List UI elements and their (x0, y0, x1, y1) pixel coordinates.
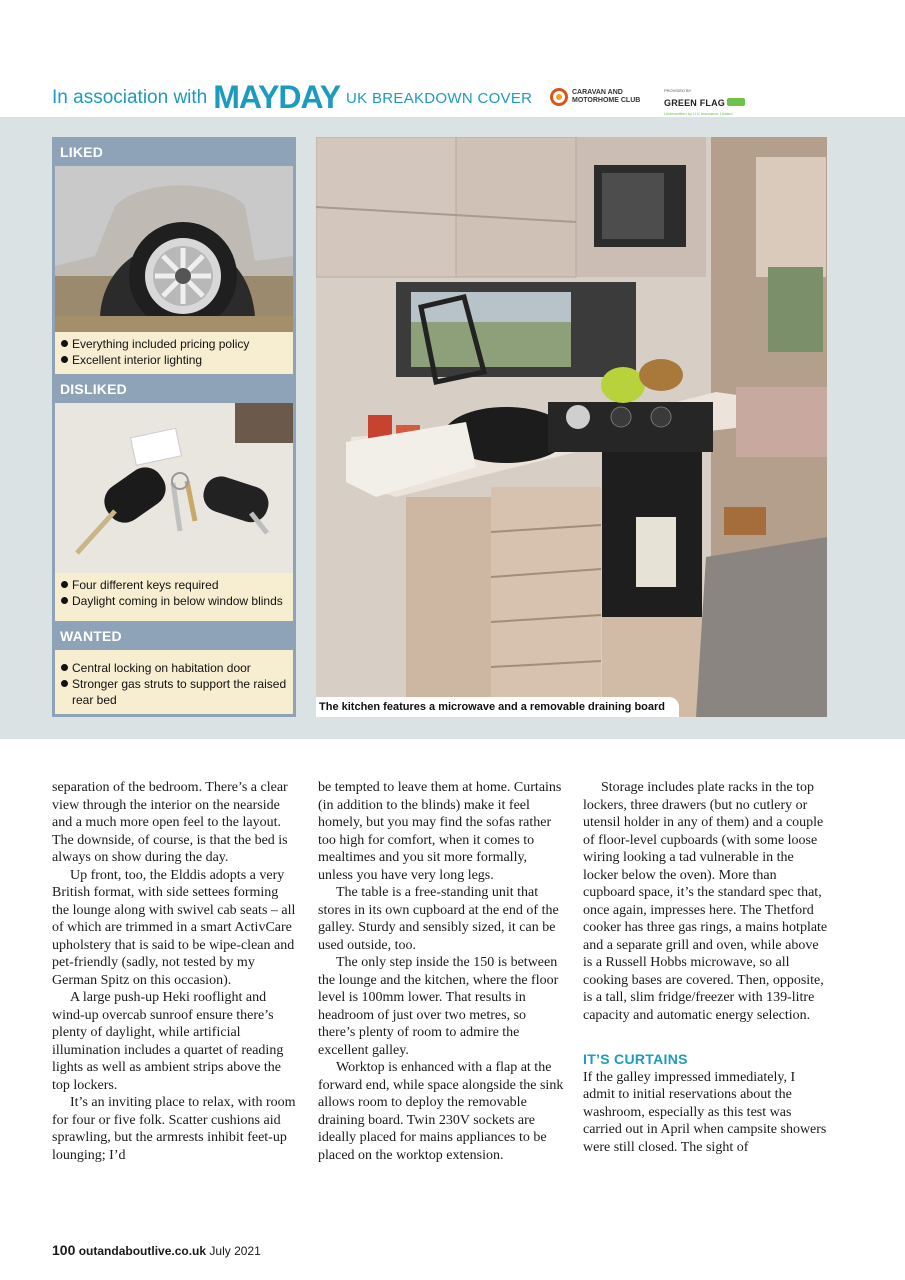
green-flag-logo (664, 88, 745, 116)
page-number: 100 (52, 1242, 76, 1258)
wanted-list (55, 650, 293, 714)
liked-item: Excellent interior lighting (61, 352, 289, 368)
kitchen-photo (316, 137, 827, 717)
verdict-panel (52, 137, 296, 717)
paragraph: Up front, too, the Elddis adopts a very British format, with side settees forming the lounge along with swivel cab seats – all of which are trimmed in a smart ActivCare upholstery that is said to be wipe-clean and pet-friendly (sadly, not tested by my German Spitz on this occasion). (52, 867, 296, 988)
paragraph: The only step inside the 150 is between the lounge and the kitchen, where the floor level is 100mm lower. That results in headroom of just over two metres, so there’s plenty of room to admire the excellent galley. (318, 955, 559, 1058)
liked-item: Everything included pricing policy (61, 336, 289, 352)
wheel-photo-image (55, 166, 293, 332)
brand-suffix: UK BREAKDOWN COVER (346, 90, 533, 107)
disliked-keys-photo (55, 403, 293, 573)
club-logo (550, 88, 668, 106)
article-column-3 (583, 779, 829, 1156)
disliked-list (55, 573, 293, 621)
page-footer (52, 1242, 261, 1258)
section-subheading: IT’S CURTAINS (583, 1051, 688, 1067)
wanted-item: Central locking on habitation door (61, 660, 289, 676)
paragraph: separation of the bedroom. There’s a clear view through the interior on the nearside and a much more open feel to the layout. The downside, of course, is that the bed is always on show during the day. (52, 780, 288, 865)
photo-caption: The kitchen features a microwave and a removable draining board (316, 697, 679, 717)
green-flag-icon (727, 98, 745, 106)
footer-issue: July 2021 (209, 1244, 261, 1258)
keys-photo-image (55, 403, 293, 573)
kitchen-photo-image (316, 137, 827, 717)
paragraph: Storage includes plate racks in the top lockers, three drawers (but no cutlery or utensil holder in any of them) and a couple of floor-level cupboards (with some loose wiring looking a tad vulnerable in the locker below the oven). More than cupboard space, it’s the standard spec that, once again, impresses here. The Thetford cooker has three gas rings, a mains hotplate and a separate grill and oven, while above is a Russell Hobbs microwave, so all cooking bases are covered. Then, opposite, is a tall, slim fridge/freezer with 139-litre capacity and automatic energy selection. (583, 780, 828, 1023)
liked-heading: LIKED (60, 144, 103, 160)
association-banner (52, 76, 532, 116)
liked-list (55, 332, 293, 374)
wanted-heading: WANTED (60, 628, 122, 644)
disliked-item: Daylight coming in below window blinds (61, 593, 289, 609)
green-flag-provided-by: PROVIDED BY (664, 88, 692, 93)
disliked-item: Four different keys required (61, 577, 289, 593)
wanted-item: Stronger gas struts to support the raised rear bed (61, 676, 289, 708)
paragraph: If the galley impressed immediately, I admit to initial reservations about the washroom, especially as this test was carried out in April when campsite showers were still closed. The sight of (583, 1069, 827, 1155)
footer-site: outandaboutlive.co.uk (78, 1244, 207, 1258)
paragraph: It’s an inviting place to relax, with room for four or five folk. Scatter cushions aid sprawling, but the armrests inhibit feet-up lounging; I’d (52, 1095, 296, 1163)
club-name: CARAVAN AND MOTORHOME CLUB (572, 89, 641, 104)
liked-wheel-photo (55, 166, 293, 332)
mayday-brand: MAYDAY (213, 79, 341, 115)
paragraph: be tempted to leave them at home. Curtains (in addition to the blinds) make it feel homely, but you may find the sofas rather too high for comfort, when it comes to mealtimes and you sit more formally, unless you have very long legs. (318, 780, 562, 883)
paragraph: The table is a free-standing unit that stores in its own cupboard at the end of the galley. Sturdy and sensibly sized, it can be used outside, too. (318, 885, 559, 953)
paragraph: A large push-up Heki rooflight and wind-up overcab sunroof ensure there’s plenty of daylight, while artificial illumination includes a quartet of reading lights as well as ambient strips above the top lockers. (52, 990, 284, 1093)
club-logo-icon (550, 88, 568, 106)
article-column-2 (318, 779, 564, 1164)
disliked-heading: DISLIKED (60, 381, 127, 397)
association-prefix: In association with (52, 87, 208, 108)
paragraph: Worktop is enhanced with a flap at the forward end, while space alongside the sink allows room to deploy the removable draining board. Twin 230V sockets are ideally placed for mains appliances to be placed on the worktop extension. (318, 1060, 564, 1163)
article-column-1 (52, 779, 298, 1164)
green-flag-small-print: Underwritten by U K Insurance Limited (664, 111, 733, 116)
green-flag-name: GREEN FLAG (664, 98, 726, 108)
